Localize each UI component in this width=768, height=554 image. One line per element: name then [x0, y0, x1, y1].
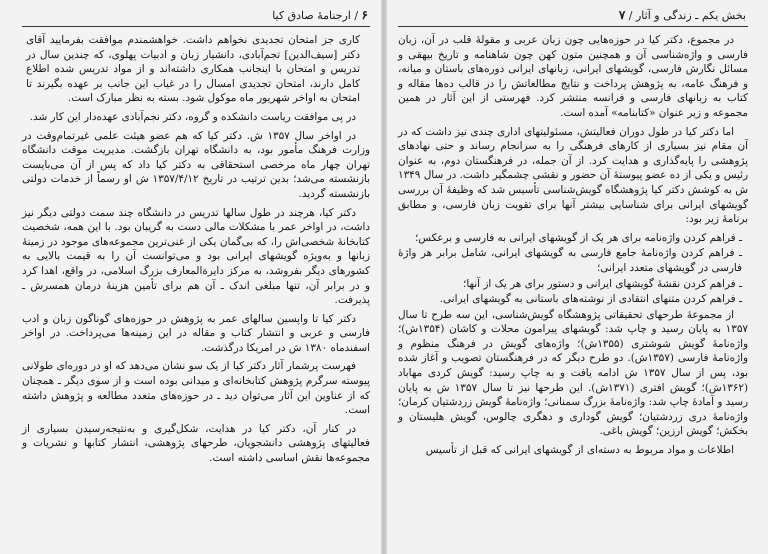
- list-item-3: ـ فراهم کردن نقشهٔ گویشهای ایرانی و دستور برای هر یک از آنها؛: [463, 277, 742, 290]
- left-paragraph-4: دکتر کیا تا واپسین سالهای عمر به پژوهش در حوزه‌های گوناگون زبان و ادب فارسی و عربی و انتشار کتاب و مقاله در این زمینه‌ها می‌پرداخت. در اواخر اسفندماه ۱۳۸۰ ش در امریکا درگذشت.: [22, 312, 370, 354]
- left-paragraph-6: در کنار آن، دکتر کیا در هدایت، شکل‌گیری و به‌نتیجه‌رسیدن بسیاری از فعالیتهای پژوهشی دانشجویان، طرحهای پژوهشی، انتشار کتابها و نشریات و مجموعه‌ها نقش اساسی داشته است.: [22, 422, 370, 465]
- left-paragraph-2: در اواخر سال ۱۳۵۷ ش. دکتر کیا که هم عضو هیئت علمی غیرتمام‌وقت در وزارت فرهنگ مأمور بود، به دانشگاه تهران بازگشت. مدیریت موقت دانشگاه تهران چهار ماه مرخصی استحقاقی به دکتر کیا داد که پس از آن می‌بایست بازنشسته می‌شد؛ بدین ترتیب در تاریخ ۱۳۵۷/۴/۱۲ ش او رسماً از خدمات دولتی بازنشسته گردید.: [22, 129, 370, 200]
- left-paragraph-3: دکتر کیا، هرچند در طول سالها تدریس در دانشگاه چند سمت دولتی دیگر نیز داشت، در اواخر عمر با مشکلات مالی دست به گریبان بود. با این همه، شخصیت کتابخانهٔ شخصی‌اش را، که بی‌گمان یکی از غنی‌ترین مجموعه‌های موجود در زمینهٔ زبانها و به‌ویژه گویشهای ایرانی بود و می‌توانست آن را به قیمت بالایی به کشورهای دیگر بفروشد، به مرکز دایرةالمعارف بزرگ اسلامی، در واقع، اهدا کرد و در برابر آن، تنها مبلغی اندک ـ آن هم برای تأمین هزینهٔ درمان همسرش ـ پذیرفت.: [22, 206, 370, 307]
- right-header-separator: /: [625, 9, 633, 22]
- left-header-title: ارجنامهٔ صادق کیا: [272, 9, 351, 22]
- right-page-number: ۷: [618, 8, 626, 22]
- right-page: [384, 0, 768, 554]
- left-header-separator: /: [350, 9, 359, 22]
- right-paragraph-1: در مجموع، دکتر کیا در حوزه‌هایی چون زبان عربی و مقولهٔ قلب در آن، زبان فارسی و واژه‌شناسی آن و همچنین متون کهن چون شاهنامه و تاریخ بیهقی و مسائل نگارش فارسی، گویشهای ایرانی، زبانهای ایرانی دوره‌های باستان و میانه، و فرهنگ عامه، به پژوهش پرداخت و نتایج مطالعاتش را در قالب ده‌ها مقاله و کتاب به زبانهای فارسی و فرانسه منتشر کرد. فهرستی از این آثار در همین مجموعه و زیر عنوان «کتابنامه» آمده است.: [398, 34, 748, 119]
- quoted-letter: کاری جز امتحان تجدیدی نخواهم داشت. خواهشمندم موافقت بفرمایید آقای دکتر [سیف‌الدین] تجم‌آبادی، دانشیار زبان و ادبیات پهلوی، که چندین سال در تدریس و امتحان با اینجانب همکاری داشته‌اند و از مواد تدریس شده اطلاع کامل دارند، امتحان تجدیدی امسال را در غیاب این جانب بر عهده بگیرند تا امتحان به اواخر شهریور ماه موکول شود. بسته به نظر مبارک است.: [26, 34, 360, 105]
- right-body-text: [398, 33, 748, 458]
- left-running-head: [22, 8, 370, 27]
- right-paragraph-4: اطلاعات و مواد مربوط به دسته‌ای از گویشهای ایرانی که قبل از تأسیس: [425, 444, 734, 457]
- right-paragraph-3: از مجموعهٔ طرحهای تحقیقاتی پژوهشگاه گویش‌شناسی، این سه طرح تا سال ۱۳۵۷ به پایان رسید و چاپ شد: گویشهای پیرامون محلات و کاشان (۱۳۵۴ش)؛ واژه‌نامهٔ گویش شوشتری (۱۳۵۵ش)؛ واژه‌های گویش در فرهنگ منظوم و واژه‌نامهٔ فارسی (۱۳۵۷ش). دو طرح دیگر که در فرهنگستان تصویب و آغاز شده بود، پس از سال ۱۳۵۷ ش ادامه یافت و به چاپ رسید: گویش کردی مهاباد (۱۳۶۲ش)؛ گویش افتری (۱۳۷۱ش). این طرحها نیز تا سال ۱۳۵۷ ش به پایان رسید و آمادهٔ چاپ شد: واژه‌نامهٔ بزرگ سمنانی؛ واژه‌نامهٔ گویش زردشتیان کرمان؛ واژه‌نامهٔ دری زردشتیان؛ گویش گوداری و دهگری چالوس، گویش هلیستان و بخکش؛ گویش ارزین؛ گویش باغی.: [398, 308, 748, 438]
- book-gutter: [381, 0, 387, 554]
- left-header-title-group: [272, 8, 368, 23]
- left-body-text: [22, 33, 370, 466]
- left-paragraph-5: فهرست پرشمار آثار دکتر کیا از یک سو نشان می‌دهد که او در دوره‌ای طولانی پیوسته سرگرم پژوهش کتابخانه‌ای و میدانی بوده است و از سوی دیگر ـ همچنان که از عناوین این آثار می‌توان دید ـ در حوزه‌های متعدد مطالعه و پژوهش داشته است.: [22, 360, 370, 417]
- right-paragraph-2: اما دکتر کیا در طول دوران فعالیتش، مسئولیتهای اداری چندی نیز داشت که در آن مقام نیز بسیاری از کارهای فرهنگی را به سرانجام رساند و حتی نهادهای پژوهشی را پایه‌گذاری و هدایت کرد. از آن جمله، در فرهنگستان دوم، به عنوان رئیس و یکی از ده عضو پیوستهٔ آن حضور و نقشی چشمگیر داشت. در سال ۱۳۴۹ ش به کوشش دکتر کیا پژوهشگاه گویش‌شناسی تأسیس شد که وظیفهٔ آن بررسی گویشهای ایرانی برای شناسایی بیشتر آنها برای تقویت زبان فارسی، و مطابق برنامهٔ زیر بود:: [398, 125, 748, 226]
- list-item-2: ـ فراهم کردن واژه‌نامهٔ جامع فارسی به گویشهای ایرانی، شامل برابر هر واژهٔ فارسی در گویشهای متعدد ایرانی؛: [398, 247, 742, 274]
- list-item-1: ـ فراهم کردن واژه‌نامه برای هر یک از گویشهای ایرانی به فارسی و برعکس؛: [414, 231, 742, 244]
- right-header-title-group: [619, 8, 746, 23]
- right-running-head: [398, 8, 748, 27]
- right-header-title: بخش یکم ـ زندگی و آثار: [636, 9, 746, 22]
- list-item-4: ـ فراهم کردن متنهای انتقادی از نوشته‌های باستانی به گویشهای ایرانی.: [439, 293, 742, 306]
- left-page-number: ۶: [361, 8, 368, 22]
- left-paragraph-1: در پی موافقت ریاست دانشکده و گروه، دکتر نجم‌آبادی عهده‌دار این کار شد.: [29, 110, 356, 123]
